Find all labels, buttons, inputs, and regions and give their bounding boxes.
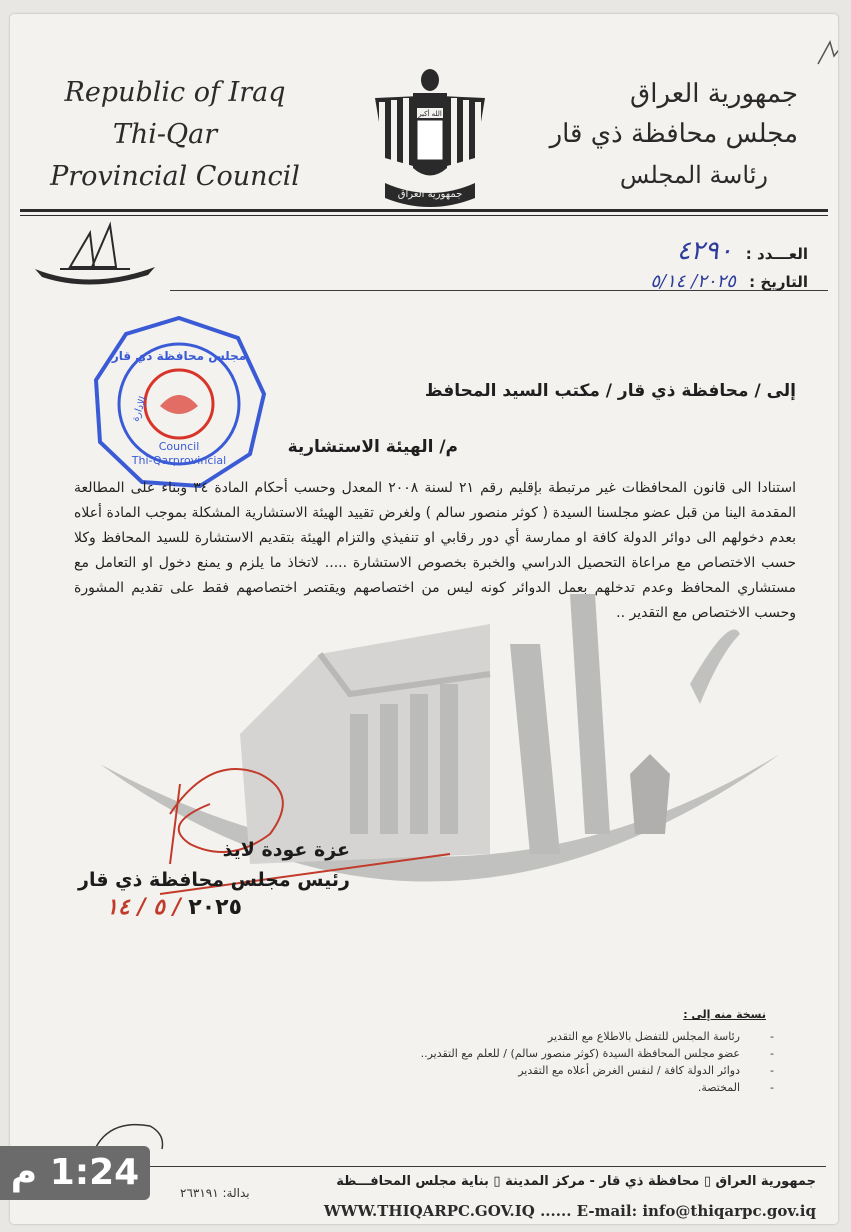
letterhead-country: Republic of Iraq <box>64 77 286 108</box>
iraq-eagle-emblem <box>365 58 495 213</box>
header-divider-thin <box>20 215 828 216</box>
reference-number <box>677 236 808 266</box>
pen-mark-icon <box>810 34 838 74</box>
time-overlay: 1:24 م <box>0 1146 150 1200</box>
stamp-side-text: الإدارة <box>130 395 150 424</box>
footer-address: جمهورية العراق ▯ محافظة ذي قار - مركز المدينة ▯ بناية مجلس المحافـــظة <box>336 1174 816 1189</box>
emblem-caption: جمهورية العراق <box>397 189 463 200</box>
header-divider <box>20 209 828 212</box>
footer-phone-label: بدالة: <box>222 1186 250 1200</box>
list-item: عضو مجلس المحافظة السيدة (كوثر منصور سالم) / للعلم مع التقدير.. - <box>421 1045 740 1062</box>
letter-body: استنادا الى قانون المحافظات غير مرتبطة بإقليم رقم ٢١ لسنة ٢٠٠٨ المعدل وحسب أحكام المادة ٣٤ وبناء على المطالعة المقدمة الينا من قبل عضو مجلسنا السيدة ( كوثر منصور سالم ) ولغرض تقييد الهيئة الاستشارية المشكلة بموجب المادة أعلاه بعدم دخولهم الى دوائر الدولة كافة او ممارسة أي دور رقابي او تنفيذي والتزام الهيئة بتقديم الاستشارة للسيد المحافظ وكلا حسب الاختصاص مع مراعاة التحصيل الدراسي والخبرة بخصوص الاستشارة ..... لاتخاذ ما يلزم و يمنع دخول او التعامل مع مستشاري المحافظ وعدم تدخلهم بعمل الدوائر كونه ليس من اختصاصهم ويقتصر اختصاصهم فقط على تقديم المشورة وحسب الاختصاص مع التقدير .. <box>74 480 797 621</box>
reference-number-label: العـــدد : <box>745 245 808 263</box>
stamp-top-text: مجلس محافظة ذي قار <box>111 349 247 363</box>
letterhead-council: Provincial Council <box>50 161 300 192</box>
footer-phone-value: ٢٦٣١٩١ <box>180 1186 219 1200</box>
list-item: رئاسة المجلس للتفضل بالاطلاع مع التقدير - <box>421 1028 740 1045</box>
letter-recipient: إلى / محافظة ذي قار / مكتب السيد المحافظ <box>424 381 796 401</box>
copies-list <box>421 1028 740 1096</box>
stamp-bottom-text: Council <box>158 440 200 453</box>
arabic-country: جمهورية العراق <box>630 79 798 109</box>
stamp-bottom-text-2: Thi-Qarprovincial <box>131 454 227 467</box>
signature-date <box>106 894 242 920</box>
reference-date <box>650 271 808 292</box>
reference-date-label: التاريخ : <box>749 273 808 291</box>
signatory-name: عزة عودة لايذ <box>222 839 350 861</box>
copies-title: نسخة منه إلى : <box>683 1008 766 1021</box>
signature-date-handwritten: / ٥ / ١٤ <box>106 894 181 920</box>
footer-web-email: WWW.THIQARPC.GOV.IQ ...... E-mail: info@thiqarpc.gov.iq <box>323 1202 816 1220</box>
emblem-banner-text: الله أكبر <box>418 110 442 118</box>
arabic-letterhead <box>538 74 798 196</box>
arabic-presidency: رئاسة المجلس <box>619 161 768 189</box>
list-item: المختصة. - <box>421 1079 740 1096</box>
reference-number-value: ٤٢٩٠ <box>676 236 733 266</box>
reference-date-value: ٢٠٢٥/ ٥/١٤ <box>650 271 736 292</box>
signature-date-year: ٢٠٢٥ <box>188 895 242 920</box>
english-letterhead <box>50 72 300 198</box>
letterhead-province: Thi-Qar <box>112 119 218 150</box>
letter-subject: م/ الهيئة الاستشارية <box>287 437 458 457</box>
footer-phone <box>180 1186 250 1200</box>
boat-logo-icon <box>30 219 160 291</box>
list-item: دوائر الدولة كافة / لنفس الغرض أعلاه مع التقدير - <box>421 1062 740 1079</box>
council-stamp <box>90 314 268 492</box>
signatory-title: رئيس مجلس محافظة ذي قار <box>78 869 350 891</box>
arabic-council: مجلس محافظة ذي قار <box>549 119 798 149</box>
document-page <box>10 14 838 1224</box>
